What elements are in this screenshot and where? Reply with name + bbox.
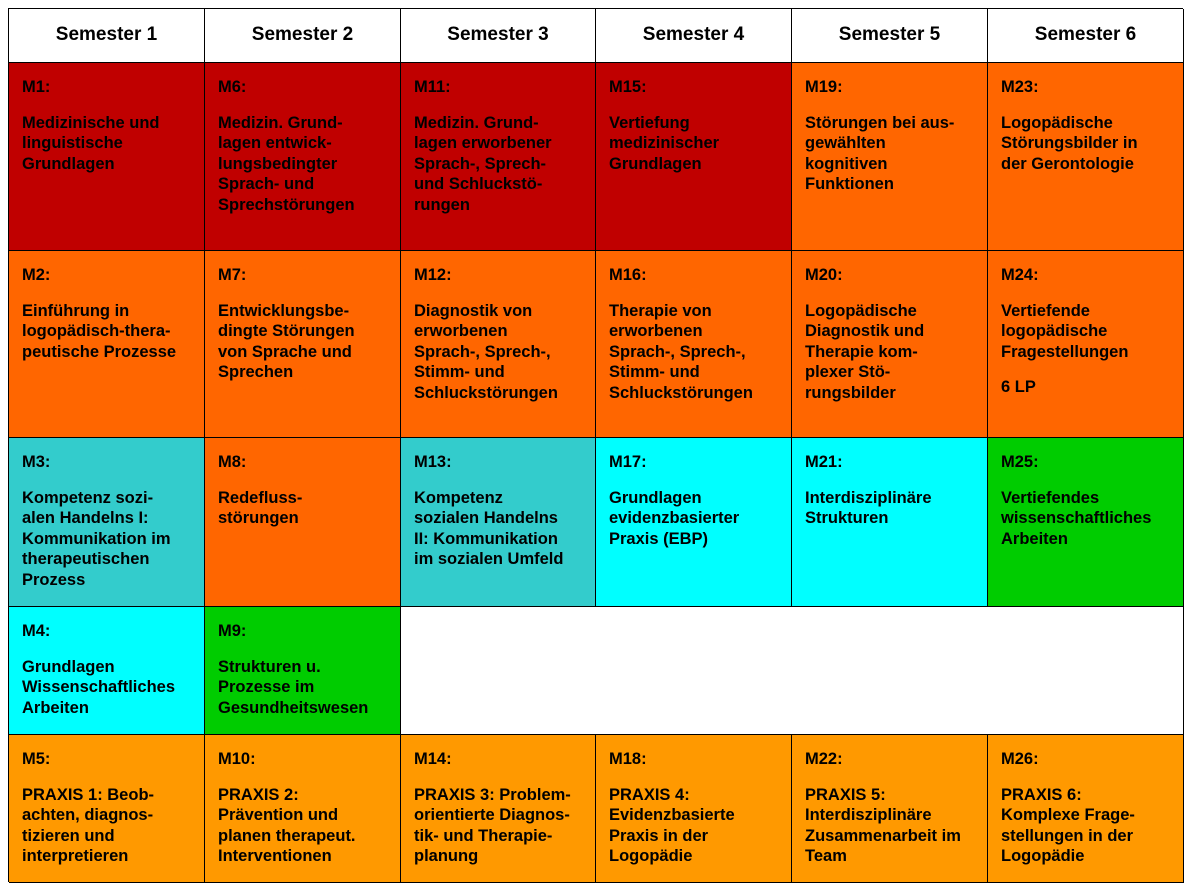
module-title: Grundlagen Wissenschaftliches Arbeiten [22,657,175,717]
module-cell-m18 [596,735,792,883]
module-title: Diagnostik von erworbenen Sprach-, Sprech-, Stimm- und Schluckstörungen [414,301,558,402]
module-title: Vertiefende logopädische Fragestellungen [1001,301,1129,361]
module-code: M25: [1001,453,1039,471]
module-title: Strukturen u. Prozesse im Gesundheitswesen [218,657,369,717]
module-cell-m9 [205,607,401,735]
module-title: Störungen bei aus- gewählten kognitiven Funktionen [805,113,955,193]
module-cell-m19 [792,63,988,251]
module-title: PRAXIS 4: Evidenzbasierte Praxis in der Logopädie [609,785,735,865]
module-code: M24: [1001,266,1039,284]
header-semester-4: Semester 4 [596,9,792,63]
module-code: M14: [414,750,452,768]
module-cell-m8 [205,438,401,607]
module-code: M1: [22,78,51,96]
module-cell-m12 [401,251,596,438]
module-cell-m6 [205,63,401,251]
header-semester-3: Semester 3 [401,9,596,63]
module-cell-m20 [792,251,988,438]
module-code: M4: [22,622,51,640]
module-title: Interdisziplinäre Strukturen [805,488,932,527]
module-code: M6: [218,78,247,96]
module-cell-m14 [401,735,596,883]
module-cell-m15 [596,63,792,251]
module-cell-m26 [988,735,1184,883]
module-cell-m16 [596,251,792,438]
module-cell-m23 [988,63,1184,251]
module-code: M13: [414,453,452,471]
header-semester-6: Semester 6 [988,9,1184,63]
module-cell-m5 [9,735,205,883]
module-cell-m1 [9,63,205,251]
empty-area [401,607,1184,735]
module-title: Einführung in logopädisch-thera- peutische Prozesse [22,301,177,361]
header-semester-1: Semester 1 [9,9,205,63]
module-title: PRAXIS 1: Beob- achten, diagnos- tizieren und interpretieren [22,785,155,865]
module-code: M9: [218,622,247,640]
module-code: M10: [218,750,256,768]
module-code: M20: [805,266,843,284]
module-code: M8: [218,453,247,471]
module-code: M5: [22,750,51,768]
header-semester-5: Semester 5 [792,9,988,63]
module-cell-m17 [596,438,792,607]
module-title: PRAXIS 3: Problem- orientierte Diagnos- tik- und Therapie- planung [414,785,571,865]
module-code: M23: [1001,78,1039,96]
module-title: Medizinische und linguistische Grundlagen [22,113,160,173]
module-code: M12: [414,266,452,284]
module-title: Grundlagen evidenzbasierter Praxis (EBP) [609,488,740,548]
module-cell-m10 [205,735,401,883]
module-code: M21: [805,453,843,471]
module-code: M3: [22,453,51,471]
module-title: Vertiefendes wissenschaftliches Arbeiten [1001,488,1152,548]
module-code: M17: [609,453,647,471]
module-title: Medizin. Grund- lagen entwick- lungsbedingter Sprach- und Sprechstörungen [218,113,355,214]
module-code: M22: [805,750,843,768]
module-title: PRAXIS 6: Komplexe Frage- stellungen in der Logopädie [1001,785,1135,865]
module-cell-m21 [792,438,988,607]
module-code: M2: [22,266,51,284]
module-title: Therapie von erworbenen Sprach-, Sprech-, Stimm- und Schluckstörungen [609,301,753,402]
header-semester-2: Semester 2 [205,9,401,63]
module-code: M16: [609,266,647,284]
module-code: M26: [1001,750,1039,768]
module-code: M11: [414,78,451,96]
module-title: Kompetenz sozialen Handelns II: Kommunikation im sozialen Umfeld [414,488,564,568]
module-title: Logopädische Diagnostik und Therapie kom- plexer Stö- rungsbilder [805,301,925,402]
module-code: M18: [609,750,647,768]
module-title: Kompetenz sozi- alen Handelns I: Kommunikation im therapeutischen Prozess [22,488,171,589]
module-cell-m25 [988,438,1184,607]
module-cell-m13 [401,438,596,607]
module-code: M7: [218,266,247,284]
module-title: Logopädische Störungsbilder in der Gerontologie [1001,113,1138,173]
module-title: Entwicklungsbe- dingte Störungen von Sprache und Sprechen [218,301,355,381]
module-title: Vertiefung medizinischer Grundlagen [609,113,720,173]
module-cell-m7 [205,251,401,438]
module-cell-m11 [401,63,596,251]
module-title: PRAXIS 5: Interdisziplinäre Zusammenarbeit im Team [805,785,961,865]
module-title: PRAXIS 2: Prävention und planen therapeut. Interventionen [218,785,356,865]
module-code: M15: [609,78,647,96]
module-cell-m22 [792,735,988,883]
module-cell-m2 [9,251,205,438]
module-title: Medizin. Grund- lagen erworbener Sprach-, Sprech- und Schluckstö- rungen [414,113,552,214]
module-cell-m4 [9,607,205,735]
module-code: M19: [805,78,843,96]
module-cell-m24 [988,251,1184,438]
curriculum-table [8,8,1183,882]
module-cell-m3 [9,438,205,607]
module-title: Redefluss- störungen [218,488,303,527]
module-credits: 6 LP [1001,378,1036,396]
